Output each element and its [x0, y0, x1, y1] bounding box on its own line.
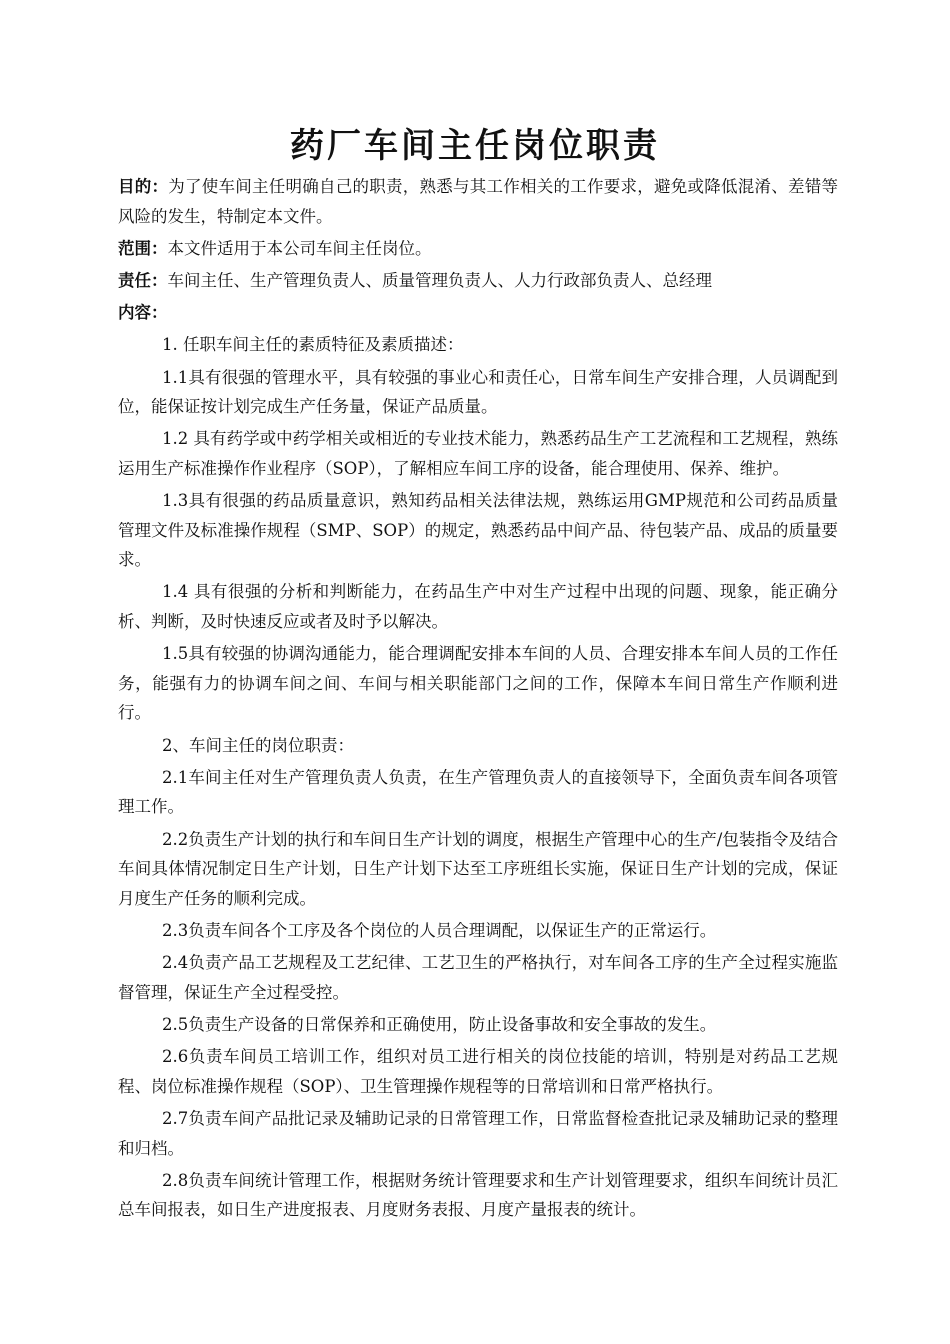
item-1-2: 1.2 具有药学或中药学相关或相近的专业技术能力，熟悉药品生产工艺流程和工艺规程，熟练运用生产标准操作作业程序（SOP），了解相应车间工序的设备，能合理使用、保养、维护。 [118, 429, 838, 478]
item-1-4: 1.4 具有很强的分析和判断能力，在药品生产中对生产过程中出现的问题、现象，能正确分析、判断，及时快速反应或者及时予以解决。 [118, 582, 838, 632]
item-2-3: 2.3负责车间各个工序及各个岗位的人员合理调配，以保证生产的正常运行。 [162, 920, 717, 940]
document-body [118, 172, 838, 1227]
item-1-3: 1.3具有很强的药品质量意识，熟知药品相关法律法规，熟练运用GMP规范和公司药品质量管理文件及标准操作规程（SMP、SOP）的规定，熟悉药品中间产品、待包装产品、成品的质量要求。 [118, 491, 838, 570]
purpose-text: 为了使车间主任明确自己的职责，熟悉与其工作相关的工作要求，避免或降低混淆、差错等风险的发生，特制定本文件。 [118, 177, 838, 226]
purpose-label: 目的： [118, 177, 169, 196]
item-2-7: 2.7负责车间产品批记录及辅助记录的日常管理工作，日常监督检查批记录及辅助记录的整理和归档。 [118, 1108, 838, 1158]
item-2-6: 2.6负责车间员工培训工作，组织对员工进行相关的岗位技能的培训，特别是对药品工艺规程、岗位标准操作规程（SOP）、卫生管理操作规程等的日常培训和日常严格执行。 [118, 1047, 838, 1096]
document-title: 药厂车间主任岗位职责 [290, 126, 660, 166]
scope-label: 范围： [118, 238, 168, 258]
scope-paragraph [118, 234, 838, 264]
scope-text: 本文件适用于本公司车间主任岗位。 [167, 238, 432, 258]
item-2-5: 2.5负责生产设备的日常保养和正确使用，防止设备事故和安全事故的发生。 [162, 1014, 717, 1034]
item-2-8: 2.8负责车间统计管理工作，根据财务统计管理要求和生产计划管理要求，组织车间统计员汇总车间报表，如日生产进度报表、月度财务表报、月度产量报表的统计。 [118, 1170, 838, 1220]
section-1-heading: 1. 任职车间主任的素质特征及素质描述： [162, 335, 464, 355]
responsibility-label: 责任： [118, 270, 168, 290]
item-2-4: 2.4负责产品工艺规程及工艺纪律、工艺卫生的严格执行，对车间各工序的生产全过程实施监督管理，保证生产全过程受控。 [118, 953, 838, 1002]
purpose-paragraph [118, 172, 838, 231]
responsibility-text: 车间主任、生产管理负责人、质量管理负责人、人力行政部负责人、总经理 [167, 270, 712, 290]
item-2-1: 2.1车间主任对生产管理负责人负责，在生产管理负责人的直接领导下，全面负责车间各项管理工作。 [118, 767, 838, 817]
section-2-heading: 2、车间主任的岗位职责： [162, 735, 354, 755]
responsibility-paragraph [118, 266, 838, 296]
content-paragraph [118, 298, 838, 328]
item-2-2: 2.2负责生产计划的执行和车间日生产计划的调度，根据生产管理中心的生产/包装指令及结合车间具体情况制定日生产计划，日生产计划下达至工序班组长实施，保证日生产计划的完成，保证月度生产任务的顺利完成。 [118, 829, 838, 908]
item-1-1: 1.1具有很强的管理水平，具有较强的事业心和责任心，日常车间生产安排合理，人员调配到位，能保证按计划完成生产任务量，保证产品质量。 [118, 367, 838, 417]
item-1-5: 1.5具有较强的协调沟通能力，能合理调配安排本车间的人员、合理安排本车间人员的工作任务，能强有力的协调车间之间、车间与相关职能部门之间的工作，保障本车间日常生产作顺利进行。 [118, 644, 838, 723]
content-label: 内容： [118, 303, 168, 323]
